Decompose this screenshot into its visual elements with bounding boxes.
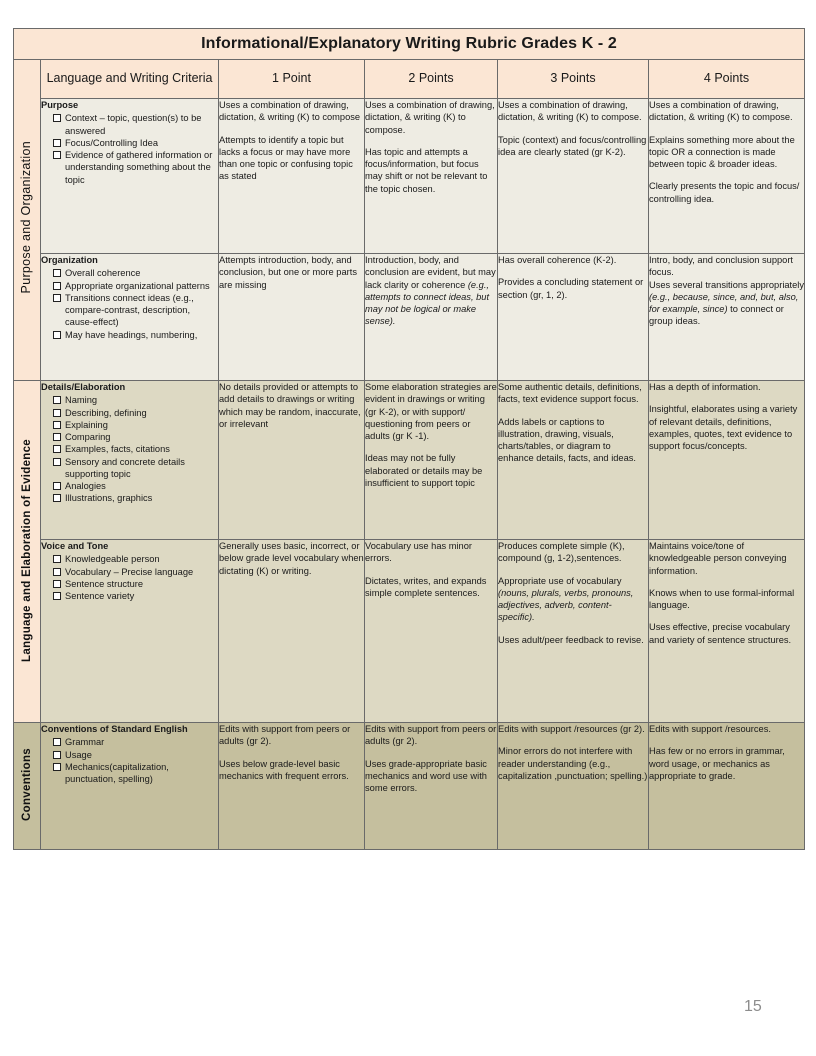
descriptor [649,279,804,328]
rubric-row-details-elaboration [14,381,805,540]
criteria-cell [41,254,219,381]
descriptor: Attempts introduction, body, and conclusion, but one or more parts are missing [219,255,357,290]
score-cell-1 [219,99,365,254]
score-cell-4 [649,540,805,723]
section-language-elaboration [14,381,41,723]
descriptor: Produces complete simple (K), compound (g, 1-2),sentences. [498,541,625,564]
criteria-list [41,394,218,504]
criteria-cell [41,723,219,850]
score-cell-4 [649,381,805,540]
descriptor-text: Uses several transitions appropriately [649,279,805,290]
descriptor: Some elaboration strategies are evident in drawings or writing (gr K-2), or with support/ questioning from peers or adults (gr K -1). [365,382,497,442]
header-1-point: 1 Point [219,60,365,99]
score-cell-2 [365,99,498,254]
header-3-points: 3 Points [498,60,649,99]
rubric-row-conventions [14,723,805,850]
criteria-item: Knowledgeable person [53,553,218,565]
rubric-row-organization [14,254,805,381]
descriptor: Uses a combination of drawing, dictation, & writing (K) to compose. [498,100,642,123]
criteria-title: Details/Elaboration [41,382,126,392]
descriptor: Knows when to use formal-informal language. [649,587,795,611]
criteria-item: Explaining [53,419,218,431]
descriptor: Topic (context) and focus/controlling idea are clearly stated (gr K-2). [498,134,647,157]
criteria-item: Illustrations, graphics [53,492,218,504]
section-label: Conventions [21,748,33,821]
descriptor: Provides a concluding statement or section (gr, 1, 2). [498,277,644,300]
score-cell-1 [219,723,365,850]
criteria-title: Purpose [41,100,79,110]
criteria-cell [41,99,219,254]
score-cell-3 [498,99,649,254]
criteria-item: Sentence variety [53,590,218,602]
score-cell-4 [649,254,805,381]
criteria-list [41,553,218,602]
descriptor: Uses a combination of drawing, dictation, & writing (K) to compose. [649,100,793,123]
criteria-item: Comparing [53,431,218,443]
descriptor: Explains something more about the topic OR a connection is made between topic & broader ideas. [649,134,795,170]
criteria-item: Analogies [53,480,218,492]
score-cell-1 [219,381,365,540]
descriptor: Has a depth of information. [649,382,761,392]
descriptor-text: Introduction, body, and conclusion are evident, but may lack clarity or coherence [365,255,496,290]
descriptor: Adds labels or captions to illustration, drawing, visuals, charts/tables, or diagram to enhance details, facts, and ideas. [498,416,636,464]
score-cell-2 [365,540,498,723]
descriptor: Edits with support /resources. [649,724,771,734]
descriptor: Edits with support from peers or adults (gr 2). [219,724,351,747]
header-criteria: Language and Writing Criteria [41,60,219,99]
descriptor: Has few or no errors in grammar, word usage, or mechanics as appropriate to grade. [649,746,785,781]
criteria-item: Grammar [53,736,218,748]
section-label: Purpose and Organization [19,141,34,294]
descriptor: Edits with support from peers or adults (gr 2). [365,724,497,747]
rubric-table [13,28,805,850]
section-conventions [14,723,41,850]
descriptor: Edits with support /resources (gr 2). [498,724,645,734]
score-cell-2 [365,723,498,850]
descriptor: Uses a combination of drawing, dictation, & writing (K) to compose. [365,100,495,135]
descriptor: Uses grade-appropriate basic mechanics and word use with some errors. [365,758,487,794]
descriptor: Attempts to identify a topic but lacks a focus or may have more than one topic or confusing topic as stated [219,134,353,182]
descriptor: Generally uses basic, incorrect, or below grade level vocabulary when dictating (K) or writing. [219,541,364,576]
header-4-points: 4 Points [649,60,805,99]
descriptor-text: to connect or group ideas. [649,304,784,327]
criteria-title: Organization [41,255,98,265]
criteria-item: Transitions connect ideas (e.g., compare-contrast, description, cause-effect) [53,292,218,329]
criteria-cell [41,381,219,540]
criteria-item: Usage [53,749,218,761]
descriptor: Ideas may not be fully elaborated or details may be insufficient to support topic [365,453,483,488]
rubric-title: Informational/Explanatory Writing Rubric Grades K - 2 [14,29,805,60]
descriptor-text: Appropriate use of vocabulary [498,575,622,586]
score-cell-3 [498,723,649,850]
descriptor: Has topic and attempts a focus/information, but focus may shift or not be relevant to the topic chosen. [365,146,488,194]
descriptor: Uses effective, precise vocabulary and variety of sentence structures. [649,622,792,645]
score-cell-2 [365,254,498,381]
page-number: 15 [744,998,762,1015]
section-purpose-organization [14,60,41,381]
criteria-item: Overall coherence [53,267,218,279]
criteria-cell [41,540,219,723]
descriptor: Intro, body, and conclusion support focus. [649,255,794,278]
criteria-item: Evidence of gathered information or understanding something about the topic [53,149,218,186]
descriptor: Has overall coherence (K-2). [498,255,617,265]
criteria-title: Conventions of Standard English [41,724,188,734]
score-cell-3 [498,381,649,540]
descriptor-example: (nouns, plurals, verbs, pronouns, adjectives, adverb, content-specific). [498,587,634,623]
score-cell-3 [498,540,649,723]
descriptor: No details provided or attempts to add details to drawings or writing which may be random, inaccurate, or irrelevant [219,382,361,429]
rubric-row-voice-tone [14,540,805,723]
descriptor-example: (e.g., because, since, and, but, also, for example, since) [649,291,799,315]
descriptor: Clearly presents the topic and focus/ controlling idea. [649,181,800,204]
descriptor: Dictates, writes, and expands simple complete sentences. [365,575,487,598]
criteria-item: Examples, facts, citations [53,443,218,455]
score-cell-4 [649,99,805,254]
descriptor: Insightful, elaborates using a variety of relevant details, definitions, examples, quotes, text evidence to support focus/concepts. [649,404,798,452]
descriptor [498,575,648,624]
score-cell-1 [219,540,365,723]
criteria-item: Vocabulary – Precise language [53,566,218,578]
criteria-item: Describing, defining [53,407,218,419]
descriptor: Some authentic details, definitions, facts, text evidence support focus. [498,382,642,405]
criteria-item: Context – topic, question(s) to be answered [53,112,218,137]
criteria-title: Voice and Tone [41,541,109,551]
header-2-points: 2 Points [365,60,498,99]
descriptor [365,254,497,328]
descriptor: Maintains voice/tone of knowledgeable person conveying information. [649,541,787,576]
descriptor: Uses below grade-level basic mechanics with frequent errors. [219,758,349,781]
score-cell-2 [365,381,498,540]
descriptor: Uses a combination of drawing, dictation, & writing (K) to compose [219,100,361,123]
descriptor: Vocabulary use has minor errors. [365,541,472,564]
descriptor-example: (e.g., attempts to connect ideas, but may not be logical or make sense). [365,279,490,327]
criteria-list [41,736,218,785]
criteria-item: Appropriate organizational patterns [53,280,218,292]
section-label: Language and Elaboration of Evidence [21,438,33,662]
criteria-item: Sentence structure [53,578,218,590]
score-cell-1 [219,254,365,381]
score-cell-4 [649,723,805,850]
descriptor: Minor errors do not interfere with reader understanding (e.g., capitalization ,punctuation; spelling.) [498,746,648,781]
criteria-item: Naming [53,394,218,406]
criteria-list [41,112,218,186]
score-cell-3 [498,254,649,381]
criteria-item: Focus/Controlling Idea [53,137,218,149]
rubric-row-purpose [14,99,805,254]
criteria-item: May have headings, numbering, [53,329,218,341]
criteria-list [41,267,218,341]
criteria-item: Mechanics(capitalization, punctuation, spelling) [53,761,218,786]
criteria-item: Sensory and concrete details supporting topic [53,456,218,481]
descriptor: Uses adult/peer feedback to revise. [498,634,644,645]
